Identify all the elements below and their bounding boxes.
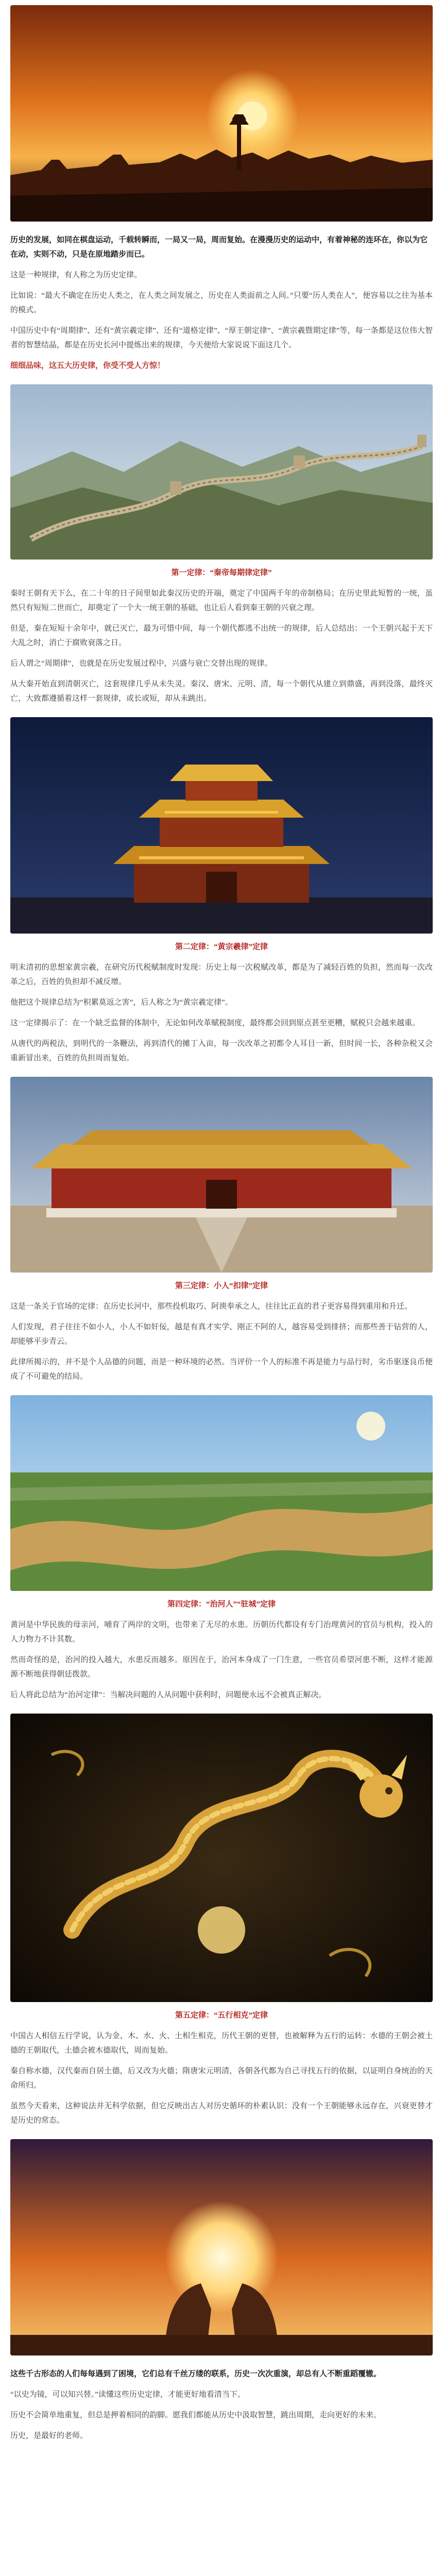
hero-sunset-image (10, 5, 433, 222)
section-3-paragraph-1: 这是一条关于官场的定律：在历史长河中，那些投机取巧、阿谀奉承之人，往往比正直的君子更容易得到重用和升迁。 (10, 1302, 413, 1311)
section-4-paragraph-1: 黄河是中华民族的母亲河，哺育了两岸的文明，也带来了无尽的水患。历朝历代都设有专门治理黄河的官员与机构，投入的人力物力不计其数。 (10, 1621, 433, 1643)
section-5-paragraph-3: 虽然今天看来，这种说法并无科学依据，但它反映出古人对历史循环的朴素认识：没有一个王朝能够永远存在，兴衰更替才是历史的常态。 (10, 2102, 433, 2125)
golden-dragon-image (10, 1714, 433, 2002)
section-5-caption: 第五定律：“五行相克”定律 (175, 2011, 268, 2020)
palace-gate-illustration (10, 1077, 433, 1273)
yellow-river-illustration (10, 1395, 433, 1591)
palace-gate-image (10, 1077, 433, 1273)
section-3-paragraph-2: 人们发现，君子往往不如小人，小人不如奸佞，越是有真才实学、刚正不阿的人，越容易受到排挤；而那些善于钻营的人，却能够平步青云。 (10, 1323, 433, 1346)
intro-lead-paragraph: 历史的发展，如同在棋盘运动，千载转瞬而，一局又一局，周而复始。在漫漫历史的运动中，有着神秘的连环在，你以为它在动，实则不动，只是在原地踏步而已。 (10, 236, 428, 259)
drum-tower-image (10, 717, 433, 934)
section-1-paragraph-2: 但是，秦在短短十余年中，就已灭亡，最为可惜中间，每一个朝代都逃不出统一的规律，后人总结出：一个王朝兴起于天下大乱之时，消亡于腐败衰落之日。 (10, 624, 433, 647)
intro-paragraph-1: 这是一种规律，有人称之为历史定律。 (10, 271, 142, 279)
sunset-city-illustration (10, 5, 433, 222)
section-5-paragraph-2: 秦自称水德，汉代秦而自居土德，后又改为火德；隋唐宋元明清，各朝各代都为自己寻找五行的依据，以证明自身统治的天命所归。 (10, 2067, 433, 2090)
section-1-caption: 第一定律：“秦帝每期律定律” (171, 569, 272, 577)
article-body (10, 5, 433, 2443)
section-4-paragraph-3: 后人将此总结为“治河定律”：当解决问题的人从问题中获利时，问题便永远不会被真正解决。 (10, 1691, 327, 1699)
drum-tower-illustration (10, 717, 433, 934)
golden-dragon-illustration (10, 1714, 433, 2002)
intro-paragraph-2: 比如说：“最大不确定在历史人类之，在人类之间发展之，历史在人类面前之人间。”只要“历人类在人”，便容易以之往为基本的模式。 (10, 292, 433, 314)
hands-sunset-image (10, 2139, 433, 2355)
intro-highlight: 细细品味，这五大历史律，你受不受人方惊！ (10, 362, 165, 370)
outro-lead-paragraph: 这些千古形态的人们每每遇到了困境，它们总有千丝万缕的联系，历史一次次重演，却总有人不断重蹈覆辙。 (10, 2370, 382, 2378)
hands-sunset-illustration (10, 2139, 433, 2355)
section-3-paragraph-3: 此律所揭示的，并不是个人品德的问题，而是一种环境的必然。当评价一个人的标准不再是能力与品行时，劣币驱逐良币便成了不可避免的结局。 (10, 1358, 433, 1381)
section-3-caption: 第三定律：小人“扣律”定律 (175, 1282, 268, 1290)
yellow-river-image (10, 1395, 433, 1591)
section-1-paragraph-1: 秦时王朝有天下么，在二十年的日子间里如此秦汉历史的开端，奠定了中国两千年的帝制格局；在历史里此短暂的一统，虽然只有短短二世而亡，却奠定了一个大一统王朝的基础，也让后人看到秦王朝的兴衰之理。 (10, 589, 433, 612)
section-2-paragraph-4: 从唐代的两税法，到明代的一条鞭法，再到清代的摊丁入亩，每一次改革之初都令人耳目一新，但时间一长，各种杂税又会重新冒出来，百姓的负担周而复始。 (10, 1040, 433, 1062)
section-4-paragraph-2: 然而奇怪的是，治河的投入越大，水患反而越多。原因在于，治河本身成了一门生意，一些官员希望河患不断，这样才能源源不断地获得朝廷拨款。 (10, 1656, 433, 1679)
section-2-caption: 第二定律：“黄宗羲律”定律 (175, 943, 268, 951)
outro-paragraph-3: 历史，是最好的老师。 (10, 2432, 88, 2440)
great-wall-image (10, 384, 433, 560)
outro-paragraph-1: “以史为镜，可以知兴替。”读懂这些历史定律，才能更好地看清当下。 (10, 2391, 245, 2399)
section-4-caption: 第四定律：“治河人”“驻城”定律 (167, 1600, 276, 1608)
great-wall-illustration (10, 384, 433, 560)
outro-paragraph-2: 历史不会简单地重复，但总是押着相同的韵脚。愿我们都能从历史中汲取智慧，跳出周期，走向更好的未来。 (10, 2411, 382, 2419)
section-2-paragraph-2: 他把这个规律总结为“积累莫返之害”，后人称之为“黄宗羲定律”。 (10, 998, 233, 1007)
section-1-paragraph-4: 从大秦开始直到清朝灭亡，这套规律几乎从未失灵。秦汉、唐宋、元明、清，每一个朝代从建立到鼎盛，再到没落，最终灭亡，大致都遵循着这样一套规律，或长或短，却从未跳出。 (10, 680, 433, 703)
intro-paragraph-3: 中国历史中有“周期律”、还有“黄宗羲定律”、还有“道格定律”、“厚王朝定律”、“黄宗羲暨期定律”等，每一条都是这位伟大智者的智慧结晶，都是在历史长河中提炼出来的规律，今天便给大家说说下面这几个。 (10, 327, 433, 349)
section-1-paragraph-3: 后人谓之“周期律”，也就是在历史发展过程中，兴盛与衰亡交替出现的规律。 (10, 659, 272, 668)
section-2-paragraph-3: 这一定律揭示了：在一个缺乏监督的体制中，无论如何改革赋税制度，最终都会回到原点甚至更糟，赋税只会越来越重。 (10, 1019, 420, 1027)
section-2-paragraph-1: 明末清初的思想家黄宗羲，在研究历代税赋制度时发现：历史上每一次税赋改革，都是为了减轻百姓的负担，然而每一次改革之后，百姓的负担却不减反增。 (10, 963, 433, 986)
section-5-paragraph-1: 中国古人相信五行学说，认为金、木、水、火、土相生相克，历代王朝的更替，也被解释为五行的运转：水德的王朝会被土德的王朝取代，土德会被木德取代，周而复始。 (10, 2032, 433, 2055)
